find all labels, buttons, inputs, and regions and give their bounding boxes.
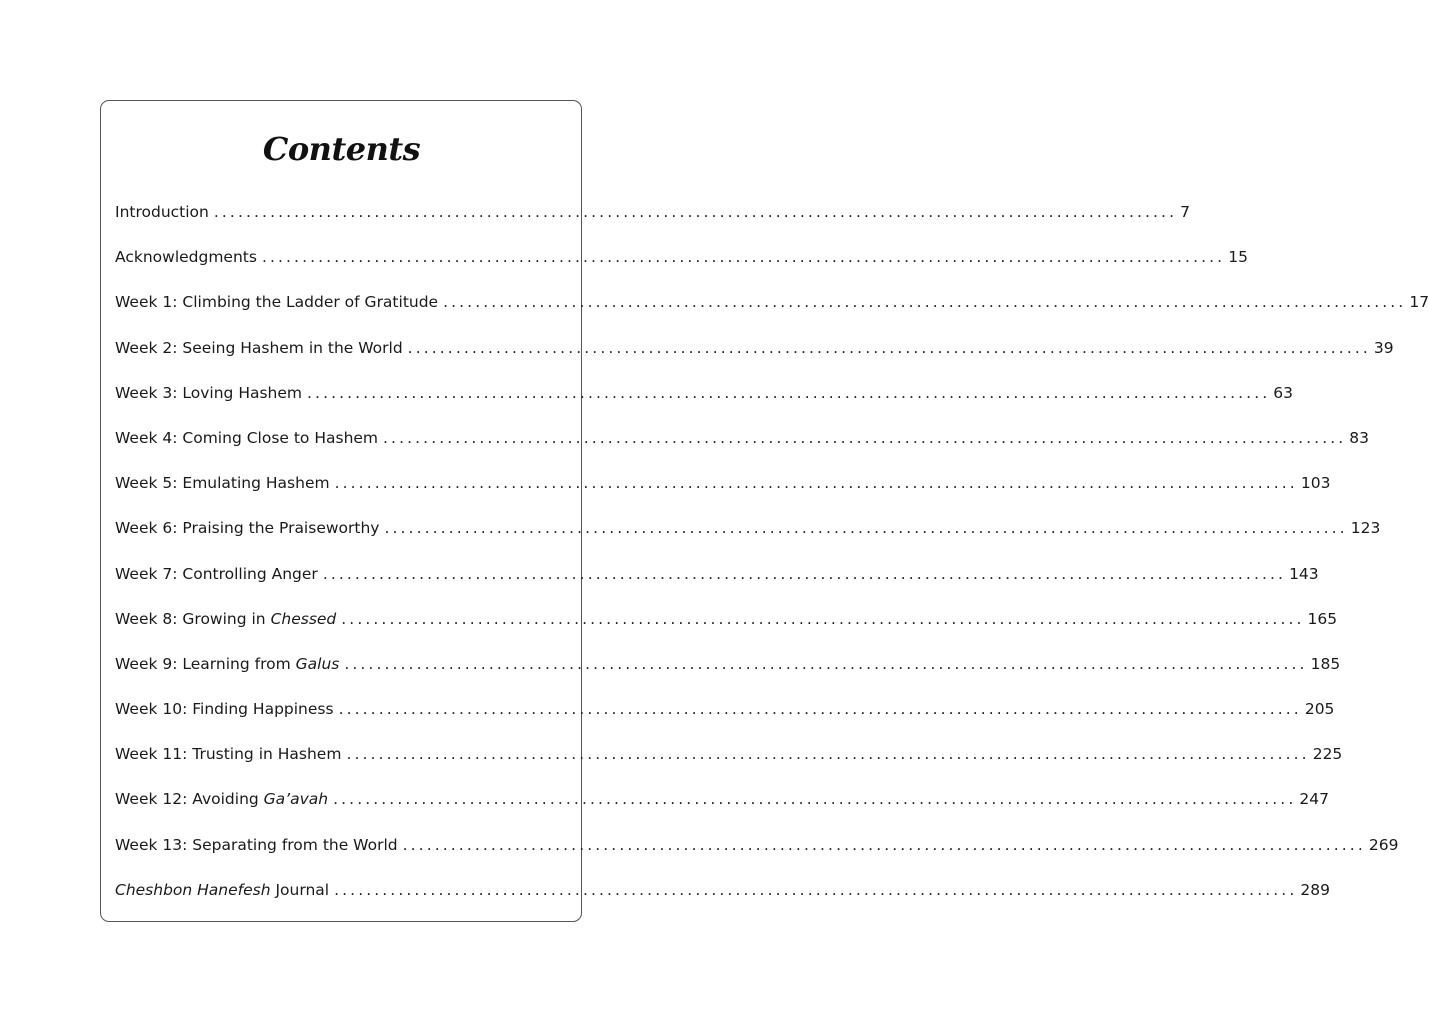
toc-entry xyxy=(115,469,1331,514)
dot-leader: ........................................................................................................................ xyxy=(402,835,1366,854)
toc-entry-title: Week 12: Avoiding Ga’avah xyxy=(115,790,329,809)
toc-entry-page: 39 xyxy=(1373,338,1394,357)
toc-entry-page: 247 xyxy=(1299,790,1329,809)
toc-entry-title: Week 9: Learning from Galus xyxy=(115,654,340,673)
toc-entry-title: Acknowledgments xyxy=(115,248,257,267)
toc-entry-title: Cheshbon Hanefesh Journal xyxy=(115,880,330,899)
toc-entry xyxy=(115,605,1338,650)
toc-entry-title: Week 8: Growing in Chessed xyxy=(115,609,337,628)
toc-entry xyxy=(115,288,1429,333)
dot-leader: ........................................................................................................................ xyxy=(338,700,1302,719)
toc-entry xyxy=(115,514,1381,559)
toc-entry-page: 143 xyxy=(1289,564,1319,583)
toc-entry-page: 17 xyxy=(1409,293,1429,312)
toc-entry xyxy=(115,560,1319,605)
toc-entry-page: 269 xyxy=(1368,835,1399,854)
toc-entry-title: Week 10: Finding Happiness xyxy=(115,700,334,719)
table-of-contents xyxy=(115,198,1429,921)
page-title: Contents xyxy=(262,130,421,168)
dot-leader: ........................................................................................................................ xyxy=(383,428,1347,447)
toc-entry-page: 205 xyxy=(1304,700,1335,719)
toc-entry xyxy=(115,243,1248,288)
dot-leader: ........................................................................................................................ xyxy=(344,654,1308,673)
toc-entry-title: Week 6: Praising the Praiseworthy xyxy=(115,519,380,538)
toc-entry-page: 103 xyxy=(1300,474,1331,493)
toc-entry-page: 7 xyxy=(1180,203,1190,221)
toc-entry xyxy=(115,740,1343,785)
toc-entry-title: Week 4: Coming Close to Hashem xyxy=(115,428,379,447)
dot-leader: ........................................................................................................................ xyxy=(322,564,1287,583)
toc-entry-page: 225 xyxy=(1312,745,1343,764)
toc-entry xyxy=(115,695,1335,740)
toc-entry-title: Introduction xyxy=(115,203,209,221)
dot-leader: ........................................................................................................................ xyxy=(334,474,1298,493)
dot-leader: ........................................................................................................................ xyxy=(213,203,1178,221)
toc-entry xyxy=(115,876,1330,921)
dot-leader: ........................................................................................................................ xyxy=(307,383,1271,402)
dot-leader: ........................................................................................................................ xyxy=(261,248,1226,267)
toc-entry-title: Week 3: Loving Hashem xyxy=(115,383,303,402)
toc-entry xyxy=(115,198,1190,243)
toc-entry-title: Week 11: Trusting in Hashem xyxy=(115,745,342,764)
toc-entry xyxy=(115,831,1399,876)
toc-entry-title: Week 1: Climbing the Ladder of Gratitude xyxy=(115,293,439,312)
toc-entry xyxy=(115,334,1394,379)
toc-entry-title: Week 2: Seeing Hashem in the World xyxy=(115,338,403,357)
toc-entry xyxy=(115,785,1329,830)
dot-leader: ........................................................................................................................ xyxy=(334,880,1298,899)
dot-leader: ........................................................................................................................ xyxy=(333,790,1297,809)
dot-leader: ........................................................................................................................ xyxy=(407,338,1371,357)
toc-entry-page: 289 xyxy=(1300,880,1330,899)
toc-entry-page: 185 xyxy=(1310,654,1341,673)
dot-leader: ........................................................................................................................ xyxy=(384,519,1348,538)
toc-entry-page: 15 xyxy=(1228,248,1248,267)
toc-entry xyxy=(115,650,1341,695)
toc-entry xyxy=(115,379,1293,424)
toc-entry-title: Week 7: Controlling Anger xyxy=(115,564,318,583)
toc-entry-title: Week 5: Emulating Hashem xyxy=(115,474,330,493)
toc-entry-page: 83 xyxy=(1349,428,1370,447)
toc-entry-page: 165 xyxy=(1307,609,1338,628)
toc-entry-title: Week 13: Separating from the World xyxy=(115,835,398,854)
toc-entry-page: 123 xyxy=(1350,519,1381,538)
toc-entry-page: 63 xyxy=(1273,383,1293,402)
toc-entry xyxy=(115,424,1370,469)
dot-leader: ........................................................................................................................ xyxy=(346,745,1310,764)
dot-leader: ........................................................................................................................ xyxy=(443,293,1407,312)
dot-leader: ........................................................................................................................ xyxy=(341,609,1305,628)
